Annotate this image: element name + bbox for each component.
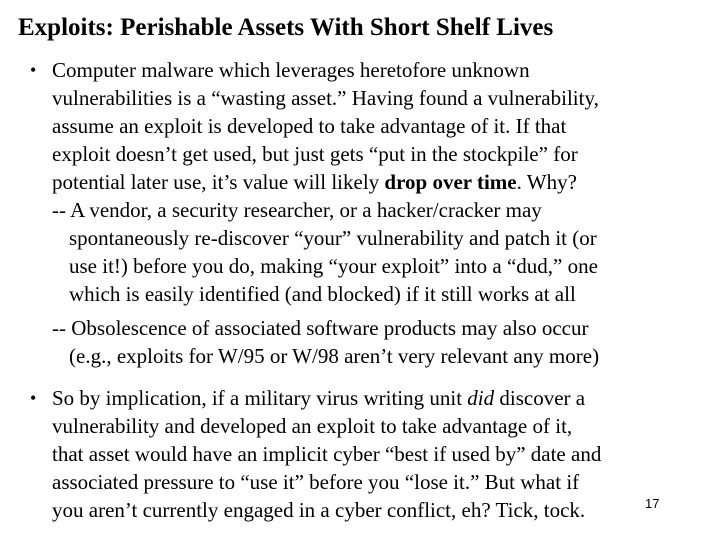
text-line: assume an exploit is developed to take advantage of it. If that	[52, 114, 567, 138]
text-line: which is easily identified (and blocked) if it still works at all	[69, 282, 576, 306]
bullet-icon: •	[30, 60, 37, 80]
bullet-text-1	[52, 56, 712, 370]
text-line: use it!) before you do, making “your exploit” into a “dud,” one	[69, 254, 598, 278]
text-line: vulnerability and developed an exploit to take advantage of it,	[52, 414, 573, 438]
text-line: -- A vendor, a security researcher, or a hacker/cracker may	[52, 198, 542, 222]
text-line: -- Obsolescence of associated software products may also occur	[52, 316, 589, 340]
text-line: you aren’t currently engaged in a cyber conflict, eh? Tick, tock.	[52, 498, 586, 522]
bullet-text-2	[52, 384, 712, 524]
text-run: . Why?	[516, 170, 577, 194]
text-run: So by implication, if a military virus writing unit	[52, 386, 468, 410]
bullet-icon: •	[30, 388, 37, 408]
text-run: discover a	[494, 386, 586, 410]
text-line: that asset would have an implicit cyber “best if used by” date and	[52, 442, 602, 466]
sub-item-2	[52, 314, 712, 370]
text-line: exploit doesn’t get used, but just gets “put in the stockpile” for	[52, 142, 578, 166]
text-line: Computer malware which leverages heretofore unknown	[52, 58, 530, 82]
slide-title: Exploits: Perishable Assets With Short Shelf Lives	[18, 14, 554, 41]
text-line: (e.g., exploits for W/95 or W/98 aren’t very relevant any more)	[69, 344, 600, 368]
text-run: potential later use, it’s value will likely	[52, 170, 385, 194]
text-line: associated pressure to “use it” before you “lose it.” But what if	[52, 470, 580, 494]
slide-number: 17	[645, 496, 660, 511]
text-line	[52, 384, 712, 412]
sub-item-1	[52, 196, 712, 308]
emphasis-italic: did	[467, 386, 495, 410]
text-line: vulnerabilities is a “wasting asset.” Having found a vulnerability,	[52, 86, 599, 110]
text-line	[52, 168, 712, 196]
text-line: spontaneously re-discover “your” vulnerability and patch it (or	[69, 226, 597, 250]
emphasis-bold: drop over time	[384, 170, 517, 194]
